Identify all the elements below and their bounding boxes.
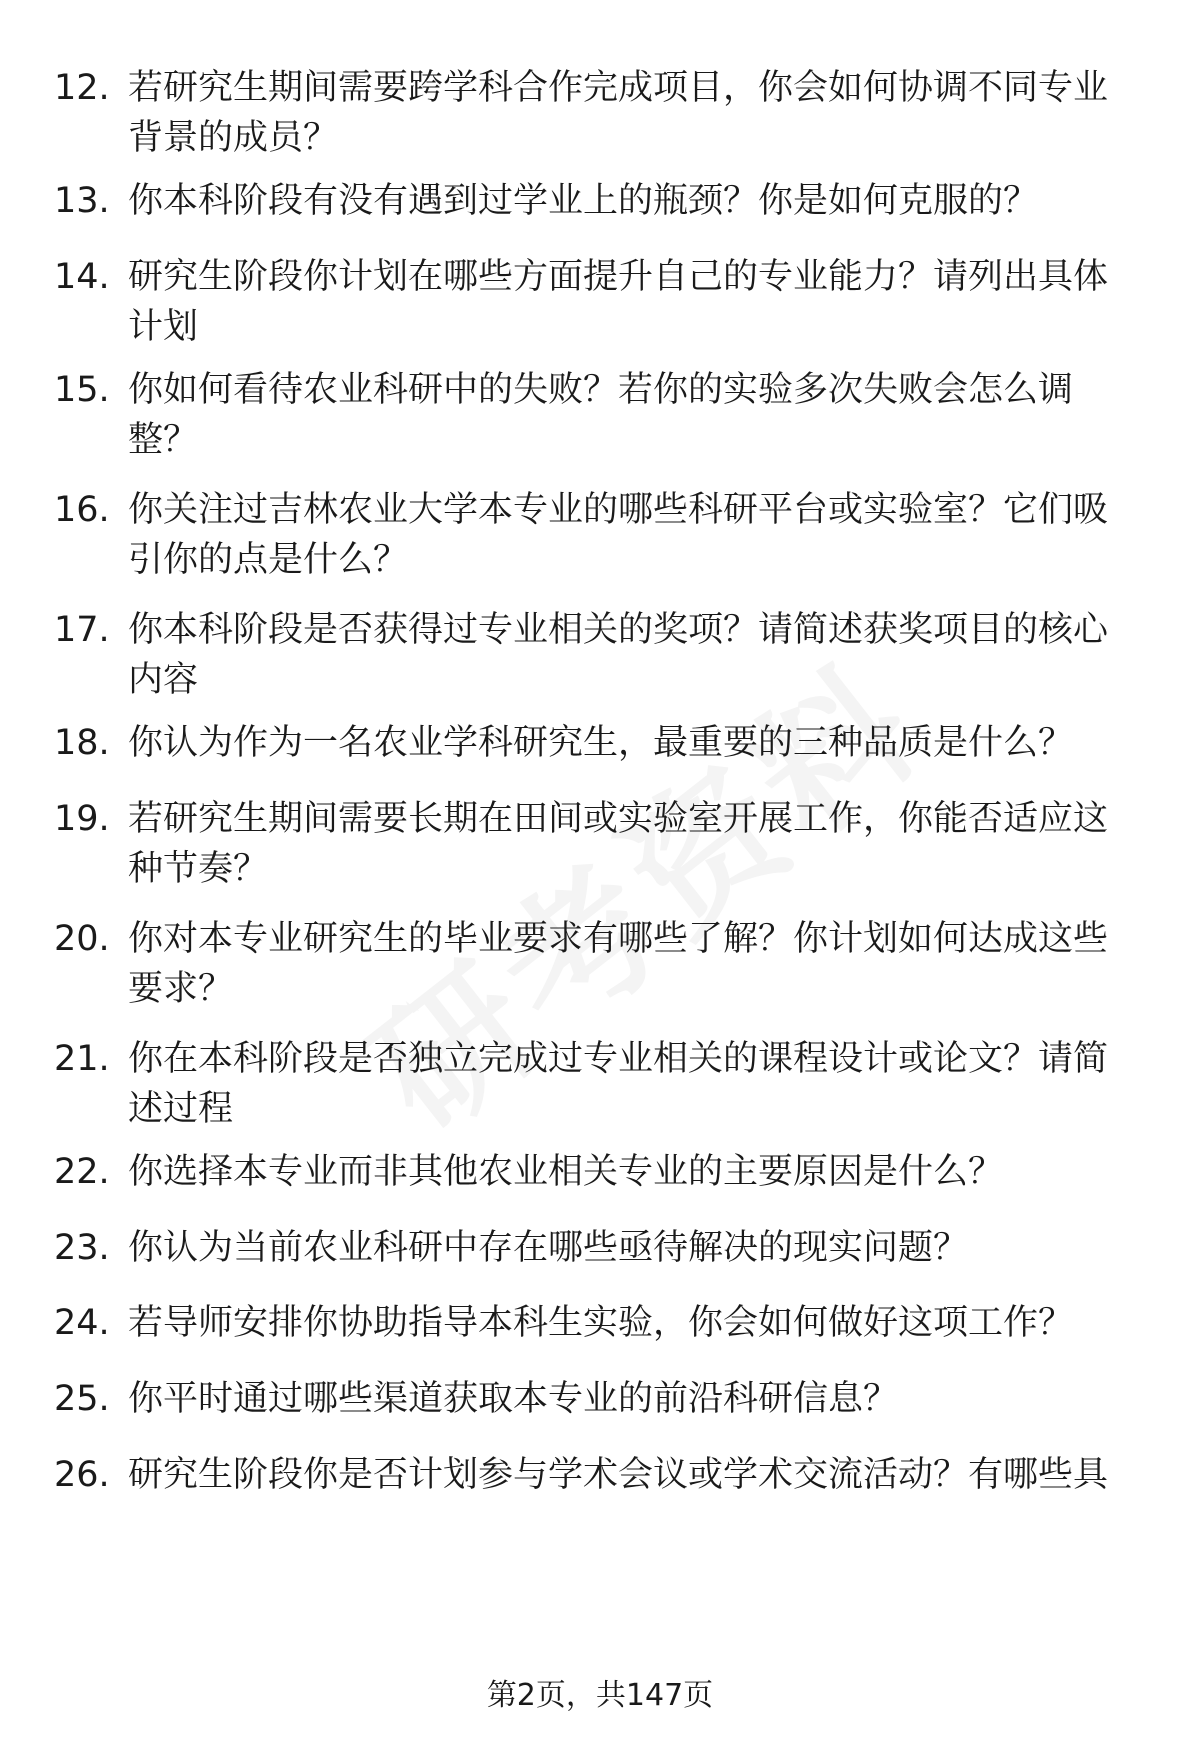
page-footer: 第2页，共147页	[486, 1678, 714, 1713]
question-text: 你关注过吉林农业大学本专业的哪些科研平台或实验室？它们吸引你的点是什么？	[128, 490, 1109, 580]
question-number: 15.	[54, 370, 110, 410]
question-number: 23.	[54, 1228, 110, 1268]
question-number: 17.	[54, 610, 110, 650]
question-text: 你本科阶段有没有遇到过学业上的瓶颈？你是如何克服的？	[128, 181, 1039, 221]
question-number: 19.	[54, 799, 110, 839]
question-number: 14.	[54, 257, 110, 297]
question-number: 16.	[54, 490, 110, 530]
question-number: 21.	[54, 1039, 110, 1079]
question-number: 22.	[54, 1152, 110, 1192]
question-text: 你对本专业研究生的毕业要求有哪些了解？你计划如何达成这些要求？	[128, 919, 1109, 1009]
question-text: 你如何看待农业科研中的失败？若你的实验多次失败会怎么调整？	[128, 370, 1074, 460]
question-number: 20.	[54, 919, 110, 959]
question-text: 你选择本专业而非其他农业相关专业的主要原因是什么？	[128, 1152, 1004, 1192]
question-number: 25.	[54, 1379, 110, 1419]
question-number: 24.	[54, 1303, 110, 1343]
question-text: 你平时通过哪些渠道获取本专业的前沿科研信息？	[128, 1379, 899, 1419]
question-text: 你在本科阶段是否独立完成过专业相关的课程设计或论文？请简述过程	[128, 1039, 1109, 1129]
question-text: 若导师安排你协助指导本科生实验，你会如何做好这项工作？	[128, 1303, 1074, 1343]
question-text: 你认为作为一名农业学科研究生，最重要的三种品质是什么？	[128, 723, 1074, 763]
question-text: 你本科阶段是否获得过专业相关的奖项？请简述获奖项目的核心内容	[128, 610, 1109, 700]
question-text: 研究生阶段你计划在哪些方面提升自己的专业能力？请列出具体计划	[128, 257, 1109, 347]
question-text: 你认为当前农业科研中存在哪些亟待解决的现实问题？	[128, 1228, 969, 1268]
question-text: 若研究生期间需要跨学科合作完成项目，你会如何协调不同专业背景的成员？	[128, 68, 1109, 158]
question-number: 18.	[54, 723, 110, 763]
question-text: 研究生阶段你是否计划参与学术会议或学术交流活动？有哪些具	[128, 1455, 1109, 1495]
question-text: 若研究生期间需要长期在田间或实验室开展工作，你能否适应这种节奏？	[128, 799, 1109, 889]
question-number: 13.	[54, 181, 110, 221]
question-number: 12.	[54, 68, 110, 108]
question-number: 26.	[54, 1455, 110, 1495]
